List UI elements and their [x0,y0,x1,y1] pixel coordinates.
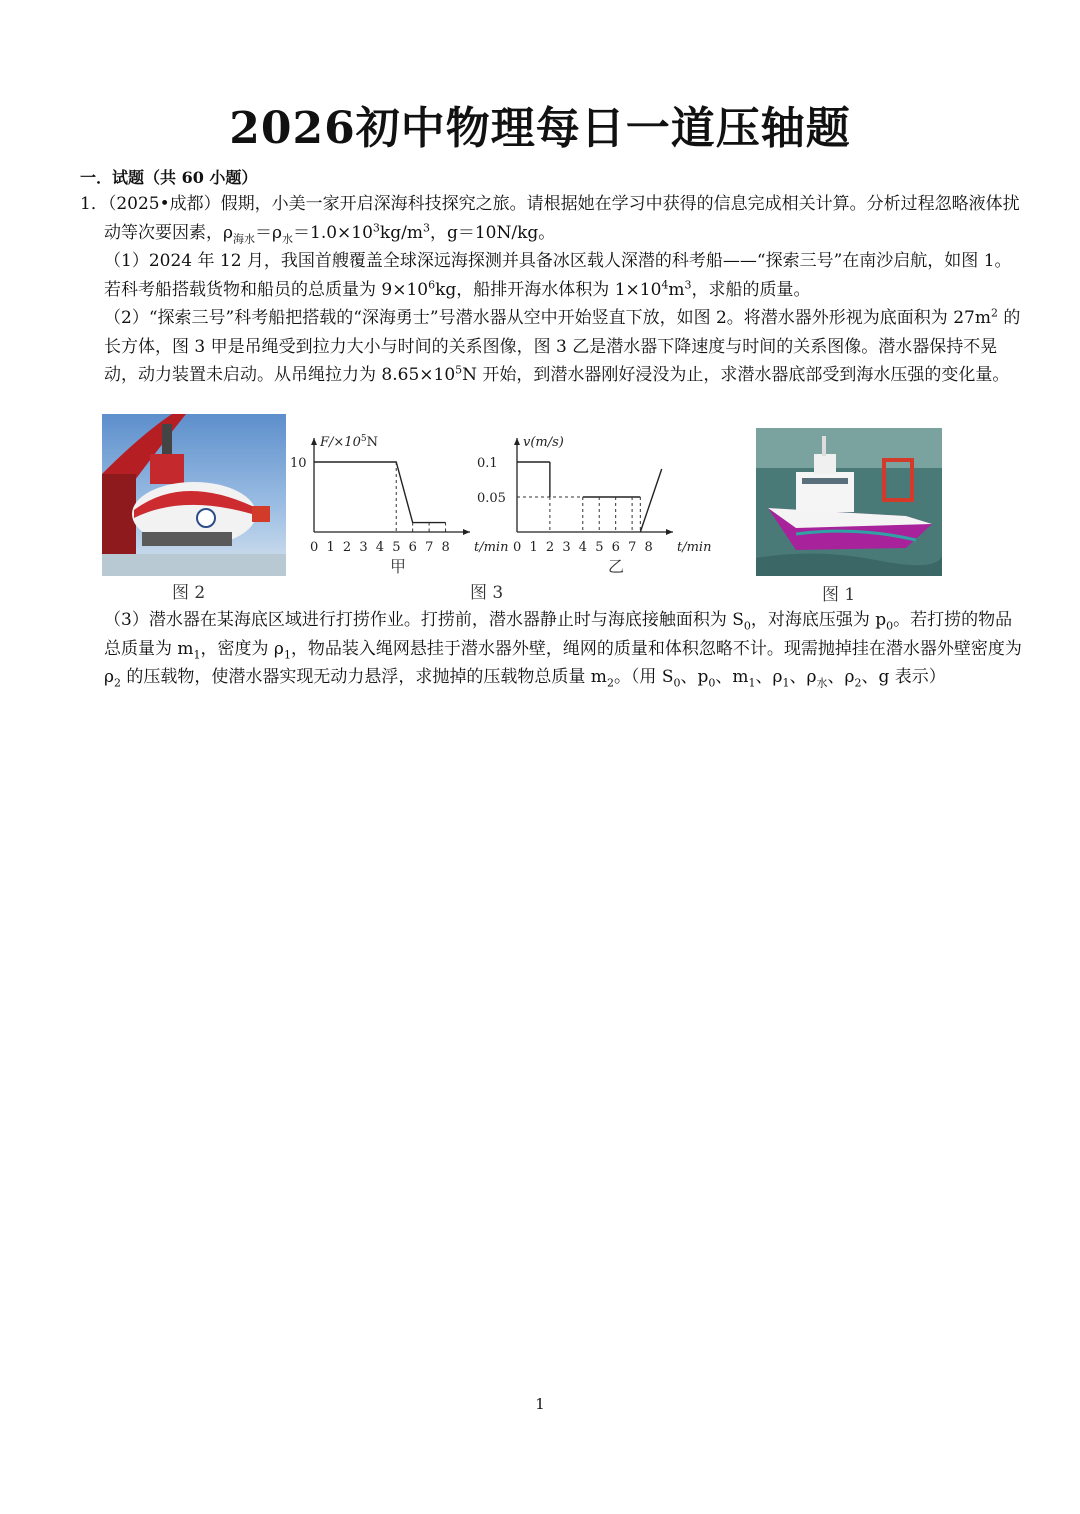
y-axis-arrow [311,438,317,445]
x-axis-label: t/min [677,540,712,555]
x-axis-label: t/min [474,540,509,555]
x-tick-label: 8 [441,540,450,555]
x-tick-label: 8 [644,540,653,555]
x-tick-label: 5 [392,540,401,555]
x-tick-label: 7 [425,540,434,555]
section-heading: 一．试题（共 60 小题） [80,168,258,187]
question-1-part-3 [80,606,1025,692]
y-tick-label: 0.05 [477,491,506,506]
chart-b-caption: 乙 [608,557,625,576]
x-tick-label: 1 [529,540,538,555]
x-tick-label: 7 [628,540,637,555]
y-axis-label: v(m/s) [523,435,564,450]
submersible-photo [102,414,286,576]
x-tick-label: 6 [408,540,417,555]
velocity-series-line [640,469,661,532]
x-tick-label: 3 [562,540,571,555]
force-series-line [314,462,446,523]
x-tick-label: 6 [611,540,620,555]
figure-1-caption: 图 1 [822,585,856,605]
y-tick-label: 10 [290,456,307,471]
question-part-2: （2）“探索三号”科考船把搭载的“深海勇士”号潜水器从空中开始竖直下放，如图 2。将潜水器外形视为底面积为 $27m^2$ 的长方体，图 3 甲是吊绳受到拉力大小与时间的关系图像，图 3 乙是潜水器下降速度与时间的关系图像。潜水器保持不晃动，动力装置未启动。从吊绳拉力为 $8.65\times 10^5N$ 开始，到潜水器刚好浸没为止，求潜水器底部受到海水压强的变化量。 [104,306,1021,385]
x-tick-label: 4 [375,540,385,555]
x-tick-label: 4 [578,540,588,555]
x-tick-label: 0 [310,540,319,555]
x-tick-label: 1 [326,540,335,555]
question-stem: 1．（2025•成都）假期，小美一家开启深海科技探究之旅。请根据她在学习中获得的信息完成相关计算。分析过程忽略液体扰动等次要因素，$\rho_{海水}=\rho_水=1.0\times 10^3kg/m^3$，g＝10N/kg。 [80,194,1020,245]
x-axis-arrow [666,529,673,535]
x-tick-label: 2 [545,540,555,555]
page-number: 1 [535,1395,545,1413]
figure-row [100,412,980,605]
y-tick-label: 0.1 [477,456,498,471]
x-tick-label: 5 [595,540,604,555]
x-axis-arrow [463,529,470,535]
figure-2-caption: 图 2 [172,583,206,603]
chart-a-caption: 甲 [390,557,407,576]
x-tick-label: 2 [342,540,352,555]
x-tick-label: 3 [359,540,368,555]
y-axis-label: $F/\times 10^5N$ [320,434,378,450]
y-axis-arrow [514,438,520,445]
figure-3-caption: 图 3 [470,583,504,603]
x-tick-label: 0 [513,540,522,555]
velocity-time-chart [475,422,712,584]
question-1 [80,190,1025,390]
research-ship-photo [756,428,942,576]
question-part-1: （1）2024 年 12 月，我国首艘覆盖全球深远海探测并具备冰区载人深潜的科考船——“探索三号”在南沙启航，如图 1。若科考船搭载货物和船员的总质量为 $9\times 10^6kg$，船排开海水体积为 $1\times 10^4m^3$，求船的质量。 [104,251,1012,300]
question-part-3: （3）潜水器在某海底区域进行打捞作业。打捞前，潜水器静止时与海底接触面积为 $S_0$，对海底压强为 $p_0$。若打捞的物品总质量为 $m_1$，密度为 $\rho_1$，物品装入绳网悬挂于潜水器外壁，绳网的质量和体积忽略不计。现需抛掉挂在潜水器外壁密度为 $\rho_2$ 的压载物，使潜水器实现无动力悬浮，求抛掉的压载物总质量 $m_2$。（用 $S_0$、$p_0$、$m_1$、$\rho_1$、$\rho_水$、$\rho_2$、g 表示） [104,610,1022,690]
page-title: 2026初中物理每日一道压轴题 [229,103,851,154]
